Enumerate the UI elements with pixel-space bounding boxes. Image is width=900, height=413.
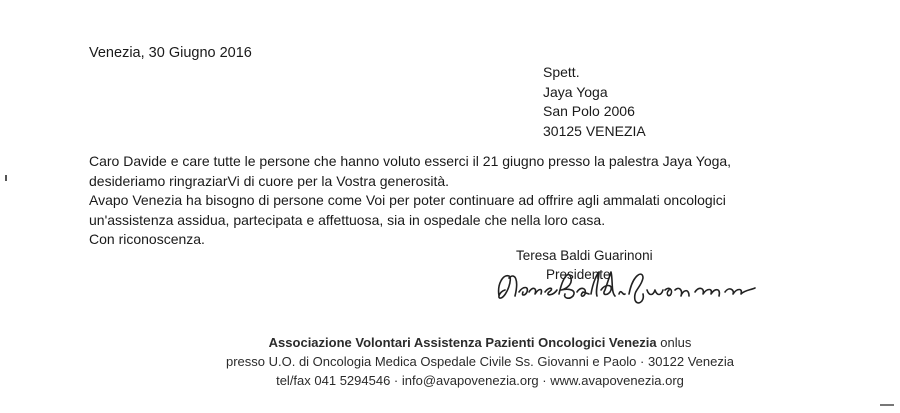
recipient-line: Spett.: [543, 64, 580, 80]
org-name: Associazione Volontari Assistenza Pazienti Oncologici Venezia: [268, 335, 657, 350]
recipient-line: Jaya Yoga: [543, 83, 608, 100]
letter-body: [89, 152, 829, 250]
scan-mark: [5, 175, 7, 181]
footer-contacts: tel/fax 041 5294546 · info@avapovenezia.org · www.avapovenezia.org: [276, 373, 684, 388]
scan-mark: [880, 404, 894, 406]
letterhead-footer: [0, 333, 900, 390]
recipient-line: 30125 VENEZIA: [543, 122, 646, 139]
signer-title: Presidente: [546, 267, 611, 282]
letter-date: Venezia, 30 Giugno 2016: [89, 45, 252, 61]
recipient-address: [543, 63, 646, 141]
body-line: Caro Davide e care tutte le persone che hanno voluto esserci il 21 giugno presso la palestra Jaya Yoga,: [89, 153, 732, 169]
body-line: Con riconoscenza.: [89, 231, 205, 247]
footer-address: presso U.O. di Oncologia Medica Ospedale Civile Ss. Giovanni e Paolo · 30122 Venezia: [225, 354, 734, 369]
recipient-line: San Polo 2006: [543, 103, 635, 119]
org-suffix: onlus: [660, 335, 692, 350]
body-line: Avapo Venezia ha bisogno di persone come Voi per poter continuare ad offrire agli ammalati oncologici: [89, 192, 726, 208]
signer-name: Teresa Baldi Guarinoni: [516, 248, 653, 263]
handwritten-signature: [493, 266, 773, 308]
footer-org-line: [0, 333, 900, 352]
body-line: un'assistenza assidua, partecipata e affettuosa, sia in ospedale che nella loro casa.: [89, 211, 606, 228]
body-line: desideriamo ringraziarVi di cuore per la Vostra generosità.: [89, 172, 450, 189]
